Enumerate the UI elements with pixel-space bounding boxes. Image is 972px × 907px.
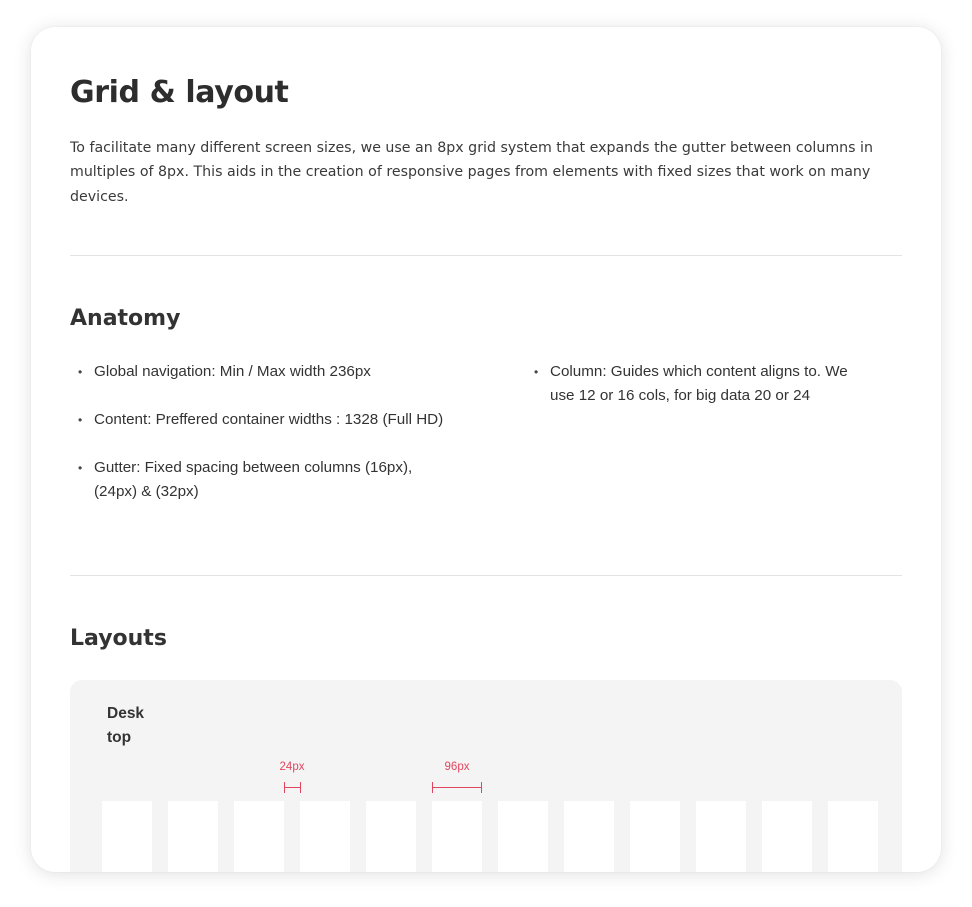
grid-column [762,801,812,872]
section-divider [70,255,902,256]
anatomy-item-content: • Content: Preffered container widths : 1328 (Full HD) [70,408,450,432]
anatomy-item-global-navigation: • Global navigation: Min / Max width 236px [70,360,450,384]
grid-column [168,801,218,872]
column-measure-line [432,782,482,793]
grid-column [432,801,482,872]
column-measure-label: 96px [444,761,470,773]
grid-column [300,801,350,872]
grid-column [828,801,878,872]
gutter-measure-line [284,782,301,793]
grid-column [630,801,680,872]
anatomy-list-left [70,360,450,528]
anatomy-item-gutter: • Gutter: Fixed spacing between columns (16px), (24px) & (32px) [70,456,450,504]
anatomy-item-column: • Column: Guides which content aligns to. We use 12 or 16 cols, for big data 20 or 24 [526,360,871,408]
page-title: Grid & layout [70,75,289,110]
layouts-title: Layouts [70,626,167,651]
grid-column [498,801,548,872]
intro-paragraph: To facilitate many different screen sizes, we use an 8px grid system that expands the gutter between columns in multiples of 8px. This aids in the creation of responsive pages from elements with fixed sizes that work on many devices. [70,140,873,205]
grid-column [696,801,746,872]
anatomy-list-right [526,360,871,432]
gutter-measure-label: 24px [279,761,305,773]
grid-column [102,801,152,872]
desktop-layout-preview [70,680,902,872]
grid-layout-card [31,27,941,872]
desktop-label: Desk top [107,705,145,746]
grid-column [366,801,416,872]
grid-column [234,801,284,872]
grid-column [564,801,614,872]
section-divider [70,575,902,576]
anatomy-title: Anatomy [70,306,181,331]
